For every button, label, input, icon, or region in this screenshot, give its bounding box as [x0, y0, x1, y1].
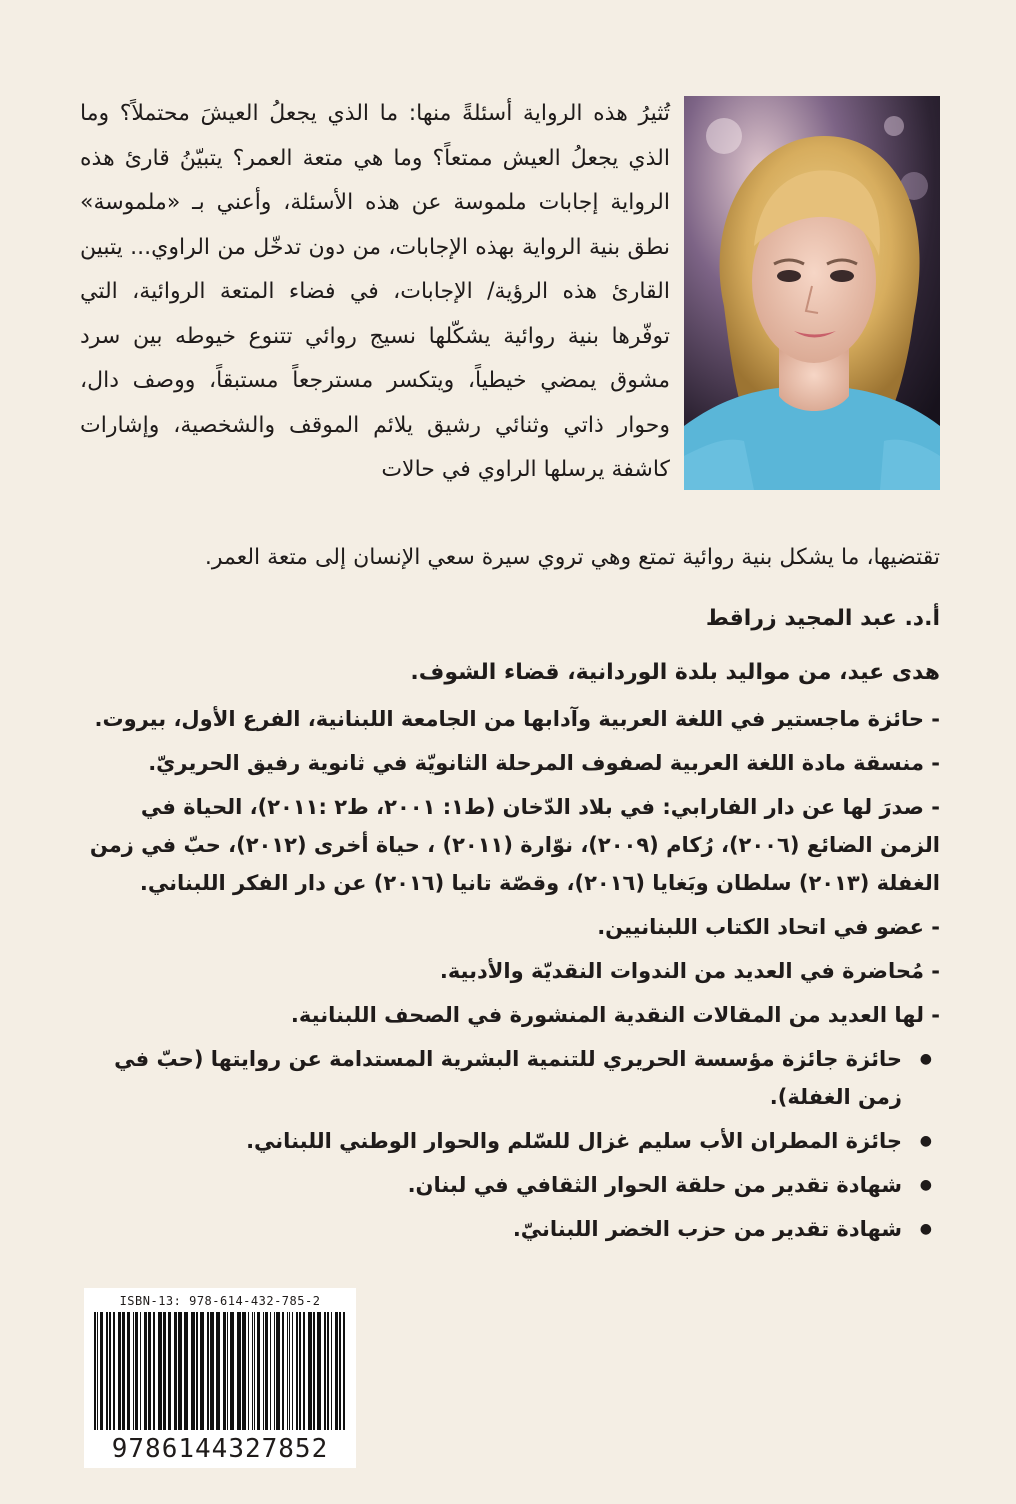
bio-item: - منسقة مادة اللغة العربية لصفوف المرحلة الثانويّة في ثانوية رفيق الحريريّ.: [80, 744, 940, 782]
author-photo: [684, 96, 940, 490]
barcode-bar: [257, 1312, 260, 1430]
barcode-bar: [113, 1312, 115, 1430]
barcode-bar: [200, 1312, 204, 1430]
author-bio-list: [80, 700, 940, 1254]
barcode-bar: [106, 1312, 108, 1430]
bio-award-item: ● حائزة جائزة مؤسسة الحريري للتنمية البشرية المستدامة عن روايتها (حبّ في زمن الغفلة).: [80, 1040, 940, 1116]
barcode-bar: [118, 1312, 121, 1430]
barcode-bar: [276, 1312, 280, 1430]
barcode-bar: [196, 1312, 198, 1430]
barcode-bar: [339, 1312, 341, 1430]
barcode-bar: [242, 1312, 246, 1430]
barcode-bar: [282, 1312, 284, 1430]
barcode-bars-icon: [94, 1312, 346, 1430]
author-portrait-illustration: [684, 96, 940, 490]
barcode-bar: [207, 1312, 209, 1430]
bio-item: - مُحاضرة في العديد من الندوات النقديّة والأدبية.: [80, 952, 940, 990]
barcode-bar: [303, 1312, 305, 1430]
barcode-bar: [140, 1312, 141, 1430]
barcode-bar: [148, 1312, 151, 1430]
barcode-bar: [335, 1312, 338, 1430]
barcode-bar: [168, 1312, 171, 1430]
barcode-bar: [163, 1312, 166, 1430]
barcode-bar: [292, 1312, 293, 1430]
bio-award-item: ● شهادة تقدير من حزب الخضر اللبنانيّ.: [80, 1210, 940, 1248]
barcode-bar: [248, 1312, 249, 1430]
bio-item: - لها العديد من المقالات النقدية المنشورة في الصحف اللبنانية.: [80, 996, 940, 1034]
barcode-bar: [153, 1312, 155, 1430]
bio-award-item: ● شهادة تقدير من حلقة الحوار الثقافي في لبنان.: [80, 1166, 940, 1204]
barcode-bar: [144, 1312, 147, 1430]
barcode-bar: [289, 1312, 290, 1430]
barcode-bar: [263, 1312, 264, 1430]
blurb-signature: أ.د. عبد المجيد زراقط: [705, 606, 940, 631]
barcode-bar: [252, 1312, 253, 1430]
bio-item: - صدرَ لها عن دار الفارابي: في بلاد الدّخان (ط١: ٢٠٠١، ط٢ :٢٠١١)، الحياة في الزمن الضائع (٢٠٠٦)، رُكام (٢٠٠٩)، نوّارة (٢٠١١) ، حياة أخرى (٢٠١٢)، حبّ في زمن الغفلة (٢٠١٣) سلطان وبَغايا (٢٠١٦)، وقصّة تانيا (٢٠١٦) عن دار الفكر اللبناني.: [80, 788, 940, 902]
barcode-bar: [122, 1312, 125, 1430]
barcode-bar: [109, 1312, 111, 1430]
barcode-bar: [191, 1312, 195, 1430]
barcode-bar: [223, 1312, 226, 1430]
barcode-bar: [317, 1312, 321, 1430]
author-name-line: هدى عيد، من مواليد بلدة الوردانية، قضاء الشوف.: [410, 660, 940, 685]
barcode-bar: [227, 1312, 228, 1430]
barcode-bar: [94, 1312, 96, 1430]
barcode-bar: [216, 1312, 220, 1430]
bio-award-item: ● جائزة المطران الأب سليم غزال للسّلم والحوار الوطني اللبناني.: [80, 1122, 940, 1160]
barcode-bar: [135, 1312, 138, 1430]
barcode-bar: [158, 1312, 162, 1430]
barcode-bar: [274, 1312, 275, 1430]
barcode-bar: [308, 1312, 312, 1430]
barcode-bar: [324, 1312, 326, 1430]
barcode-bar: [299, 1312, 301, 1430]
blurb-paragraph: تُثيرُ هذه الرواية أسئلةً منها: ما الذي يجعلُ العيشَ محتملاً؟ وما الذي يجعلُ العيش ممتعاً؟ وما هي متعة العمر؟ يتبيّنُ قارئ هذه الرواية إجابات ملموسة عن هذه الأسئلة، وأعني بـ «ملموسة» نطق بنية الرواية بهذه الإجابات، من دون تدخّل من الراوي... يتبين القارئ هذه الرؤية/ الإجابات، في فضاء المتعة الروائية، التي توفّرها بنية روائية يشكّلها نسيج روائي تتنوع خيوطه بين سرد مشوق يمضي خيطياً، ويتكسر مسترجعاً مستبقاً، ووصف دال، وحوار ذاتي وثنائي رشيق يلائم الموقف والشخصية، وإشارات كاشفة يرسلها الراوي في حالات: [80, 101, 670, 482]
barcode-bar: [254, 1312, 255, 1430]
barcode-bar: [210, 1312, 214, 1430]
barcode-bar: [127, 1312, 130, 1430]
isbn-digits: 9786144327852: [111, 1434, 329, 1464]
barcode-bar: [331, 1312, 332, 1430]
isbn-barcode: [84, 1288, 356, 1468]
bio-item: - حائزة ماجستير في اللغة العربية وآدابها من الجامعة اللبنانية، الفرع الأول، بيروت.: [80, 700, 940, 738]
barcode-bar: [174, 1312, 177, 1430]
blurb-paragraph-end: تقتضيها، ما يشكل بنية روائية تمتع وهي تروي سيرة سعي الإنسان إلى متعة العمر.: [204, 545, 940, 570]
isbn-label: ISBN-13: 978-614-432-785-2: [119, 1294, 321, 1308]
barcode-bar: [296, 1312, 298, 1430]
barcode-bar: [178, 1312, 182, 1430]
barcode-bar: [237, 1312, 241, 1430]
barcode-bar: [287, 1312, 288, 1430]
bio-item: - عضو في اتحاد الكتاب اللبنانيين.: [80, 908, 940, 946]
barcode-bar: [184, 1312, 188, 1430]
barcode-bar: [133, 1312, 134, 1430]
barcode-bar: [270, 1312, 271, 1430]
barcode-bar: [343, 1312, 345, 1430]
barcode-bar: [97, 1312, 98, 1430]
barcode-bar: [100, 1312, 103, 1430]
barcode-bar: [313, 1312, 315, 1430]
barcode-bar: [265, 1312, 268, 1430]
barcode-bar: [230, 1312, 234, 1430]
barcode-bar: [327, 1312, 329, 1430]
